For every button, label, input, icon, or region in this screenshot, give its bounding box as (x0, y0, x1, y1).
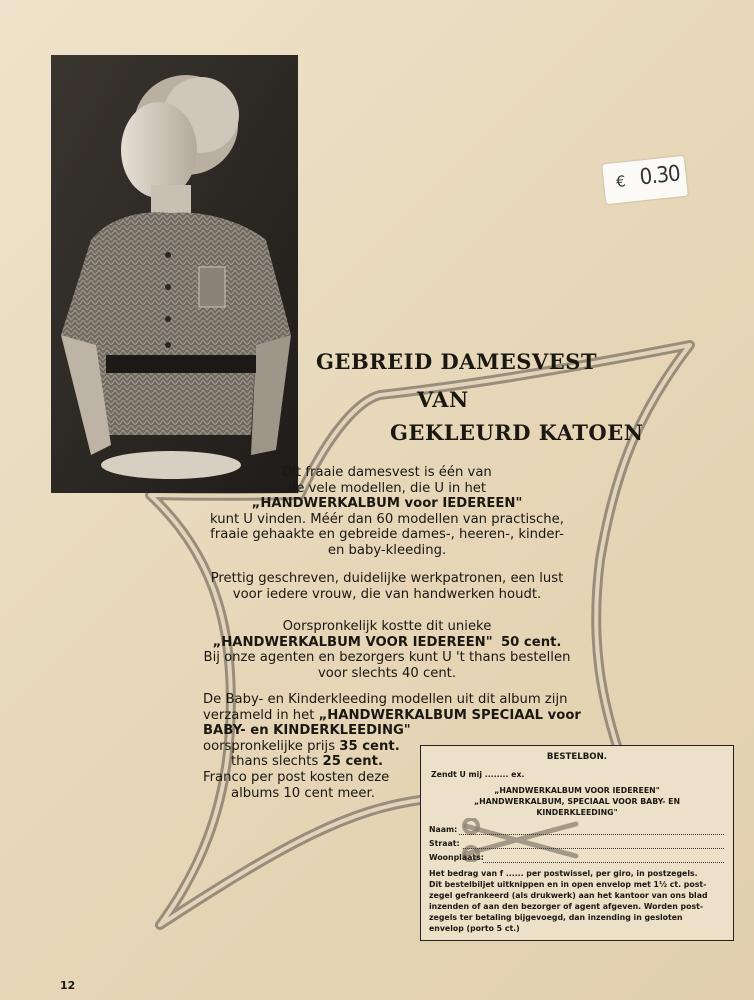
text-line: albums 10 cent meer. (231, 785, 375, 801)
order-item-2a: „HANDWERKALBUM, SPECIAAL VOOR BABY- EN (473, 797, 681, 806)
order-form-title: BESTELBON. (546, 752, 608, 762)
paragraph-patterns (202, 571, 572, 602)
city-field[interactable] (483, 862, 724, 863)
street-field[interactable] (463, 848, 724, 849)
text-line: Bij onze agenten en bezorgers kunt U 't thans bestellen (203, 650, 571, 666)
text-line-bold: „HANDWERKALBUM voor IEDEREEN" (251, 496, 523, 512)
text-line: en baby-kleeding. (327, 542, 447, 558)
heading-line-1: GEBREID DAMESVEST (316, 349, 598, 374)
text-line: Oorspronkelijk kostte dit unieke (282, 619, 492, 634)
heading-line-3: GEKLEURD KATOEN (390, 420, 644, 445)
text-line: Dit fraaie damesvest is één van (282, 465, 492, 480)
instructions-line: inzenden of aan den bezorger of agent afgeven. Worden post- (429, 902, 704, 911)
text-line: oorspronkelijke prijs 35 cent. (203, 738, 400, 754)
page-number: 12 (60, 979, 76, 992)
text-line: De Baby- en Kinderkleeding modellen uit dit album zijn (203, 692, 568, 707)
instructions-line: zegel gefrankeerd (als drukwerk) aan het kantoor van ons blad (429, 891, 708, 900)
text-line: voor slechts 40 cent. (317, 665, 457, 681)
text-line: verzameld in het „HANDWERKALBUM SPECIAAL voor (203, 707, 581, 723)
name-label: Naam: (429, 825, 458, 834)
text-line: Prettig geschreven, duidelijke werkpatronen, een lust (210, 571, 564, 586)
order-quantity-line: Zendt U mij ........ ex. (431, 770, 525, 779)
order-form-coupon (420, 745, 734, 941)
order-item-1: „HANDWERKALBUM VOOR IEDEREEN" (494, 786, 660, 795)
price-sticker (602, 156, 688, 204)
currency-symbol: € (615, 172, 627, 191)
instructions-line: envelop (porto 5 ct.) (429, 924, 520, 933)
text-line: fraaie gehaakte en gebreide dames-, heeren-, kinder- (210, 527, 564, 543)
text-line-bold: „HANDWERKALBUM VOOR IEDEREEN" 50 cent. (212, 634, 562, 650)
text-line-bold: BABY- en KINDERKLEEDING" (203, 723, 411, 739)
paragraph-price (202, 619, 572, 681)
text-line: kunt U vinden. Méér dan 60 modellen van practische, (210, 511, 564, 527)
instructions-line: zegels ter betaling bijgevoegd, dan inzending in gesloten (429, 913, 683, 922)
text-line: de vele modellen, die U in het (287, 480, 487, 496)
instructions-line: Dit bestelbiljet uitknippen en in open envelop met 1½ ct. post- (429, 880, 707, 889)
street-label: Straat: (429, 839, 460, 848)
paragraph-intro (202, 465, 572, 559)
price-amount: 0.30 (638, 161, 681, 191)
text-line: voor iedere vrouw, die van handwerken houdt. (232, 586, 542, 602)
woman-in-knitted-cardigan-photo (51, 55, 298, 493)
name-field[interactable] (459, 834, 724, 835)
text-line: thans slechts 25 cent. (231, 754, 383, 770)
payment-note: Het bedrag van f ...... per postwissel, per giro, in postzegels. (429, 869, 698, 878)
heading-line-2: VAN (417, 387, 469, 412)
city-label: Woonplaats: (429, 853, 484, 862)
order-item-2b: KINDERKLEEDING" (536, 808, 618, 817)
text-line: Franco per post kosten deze (203, 769, 390, 785)
